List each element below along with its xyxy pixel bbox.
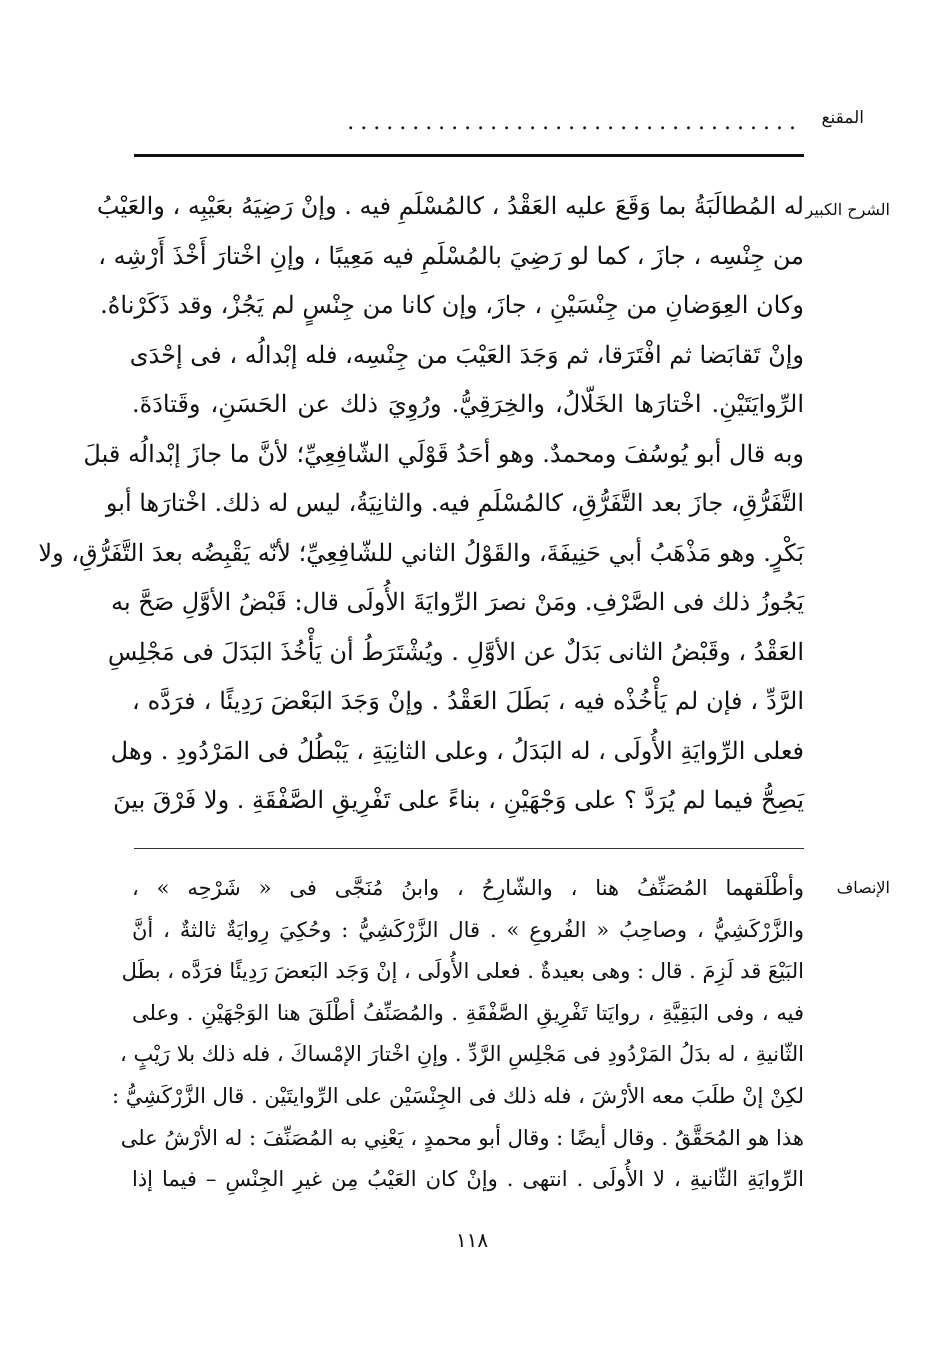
header-dotted-leader: ................................... [347, 110, 802, 135]
text-line: من جِنْسِه ، جازَ ، كما لو رَضِيَ بالمُسْلَمِ فيه مَعِيبًا ، وإنِ اخْتارَ أَخْذَ أَرْشِه ، [98, 241, 804, 270]
text-line: وكان العِوَضانِ من جِنْسَيْنِ ، جازَ، وإن كانا من جِنْسٍ لم يَجُزْ، وقد ذَكَرْناهُ. [100, 291, 804, 319]
running-header-title: المقنع [821, 108, 864, 128]
text-line: يَصِحُّ فيما لم يُرَدَّ ؟ على وَجْهَيْنِ ، بناءً على تَفْرِيقِ الصَّفْقَةِ . ولا فَرْقَ بينَ [113, 786, 804, 814]
text-line: الرَّدِّ ، فإن لم يَأْخُذْه فيه ، بَطَلَ العَقْدُ . وإنْ وَجَدَ البَعْضَ رَدِيئًا ، فرَدَّه ، [132, 687, 804, 715]
text-line: الرِّوايَتَيْنِ. اخْتارَها الخَلّالُ، والخِرَقِيُّ. ورُوِيَ ذلك عن الحَسَنِ، وقَتادَةَ. [132, 390, 804, 418]
text-line: الثّانيةِ ، له بدَلُ المَرْدُودِ فى مَجْلِسِ الرَّدِّ . وإنِ اخْتارَ الإمْساكَ ، فله ذلك بلا رَيْبٍ ، [120, 1042, 804, 1067]
text-line: له المُطالَبَةُ بما وَقَعَ عليه العَقْدُ ، كالمُسْلَمِ فيه . وإنْ رَضِيَهُ بعَيْبِه ، والعَيْبُ [96, 192, 804, 220]
text-line: هذا هو المُحَقَّقُ . وقال أيضًا : وقال أبو محمدٍ ، يَعْنِي به المُصَنِّفَ : له الأرْشُ على [120, 1125, 804, 1150]
section-divider [134, 848, 804, 849]
page-number: ١١٨ [455, 1228, 489, 1252]
text-line: فيه ، وفى البَقِيَّةِ ، روايَتا تَفْرِيقِ الصَّفْقَةِ . والمُصَنِّفُ أطْلَقَ هنا الوَجْهَيْنِ . وعلى [132, 1000, 804, 1025]
main-commentary-text [38, 182, 804, 826]
text-line: التَّفَرُّقِ، جازَ بعد التَّفَرُّقِ، كالمُسْلَمِ فيه. والثانِيَةُ، ليس له ذلك. اخْتارَها أبو [105, 489, 804, 517]
text-line: العَقْدُ ، وقَبْضُ الثانى بَدَلٌ عن الأوَّلِ . ويُشْتَرَطُ أن يَأْخُذَ البَدَلَ فى مَجْلِسِ [107, 637, 804, 666]
text-line: وبه قال أبو يُوسُفَ ومحمدٌ. وهو أحَدُ قَوْلَي الشّافِعِيِّ؛ لأنَّ ما جازَ إبْدالُه قبلَ [83, 439, 804, 468]
main-text-source-label: الشرح الكبير [805, 200, 890, 219]
text-line: البَيْعَ قد لَزِمَ . قال : وهى بعيدةٌ . فعلى الأُولَى ، إنْ وَجَد البَعضَ رَدِيئًا فرَدَّه ، بطَل [121, 959, 804, 984]
text-line: لكِنْ إنْ طلَبَ معه الأرْشَ ، فله ذلك فى الجِنْسَيْن على الرِّوايتَيْن . قال الزَّرْكَشِيُّ : [111, 1083, 804, 1108]
text-line: يَجُوزُ ذلك فى الصَّرْفِ. ومَنْ نصرَ الرِّوايَةَ الأُولَى قال: قَبْضُ الأوَّلِ صَحَّ به [111, 588, 804, 616]
inset-text-source-label: الإنصاف [836, 878, 890, 897]
text-line: وأطْلَقهما المُصَنِّفُ هنا ، والشّارِحُ ، وابنُ مُنَجَّى فى « شَرْحِه » ، [132, 876, 804, 900]
text-line: والزَّرْكَشِيُّ ، وصاحِبُ « الفُروعِ » . قال الزَّرْكَشِيُّ : وحُكِيَ رِوايَةٌ ثالثةٌ ، أنَّ [132, 917, 804, 942]
text-line: فعلى الرِّوايَةِ الأُولَى ، له البَدَلُ ، وعلى الثانِيَةِ ، يَبْطُلُ فى المَرْدُودِ . وهل [110, 736, 804, 765]
text-line: بَكْرٍ. وهو مَذْهَبُ أبي حَنِيفَةَ، والقَوْلُ الثاني للشّافِعِيِّ؛ لأنّه يَقْبِضُه بعدَ التَّفَرُّقِ، ولا [38, 538, 804, 567]
text-line: الرِّوايَةِ الثّانيةِ ، لا الأُولَى . انتهى . وإنْ كان العَيْبُ مِن غيرِ الجِنْسِ – فيما إذا [132, 1167, 804, 1192]
inset-commentary-text [111, 868, 804, 1201]
header-rule [134, 154, 804, 157]
text-line: وإنْ تَقابَضا ثم افْتَرَقا، ثم وَجَدَ العَيْبَ من جِنْسِه، فله إبْدالُه ، فى إحْدَى [129, 340, 804, 369]
